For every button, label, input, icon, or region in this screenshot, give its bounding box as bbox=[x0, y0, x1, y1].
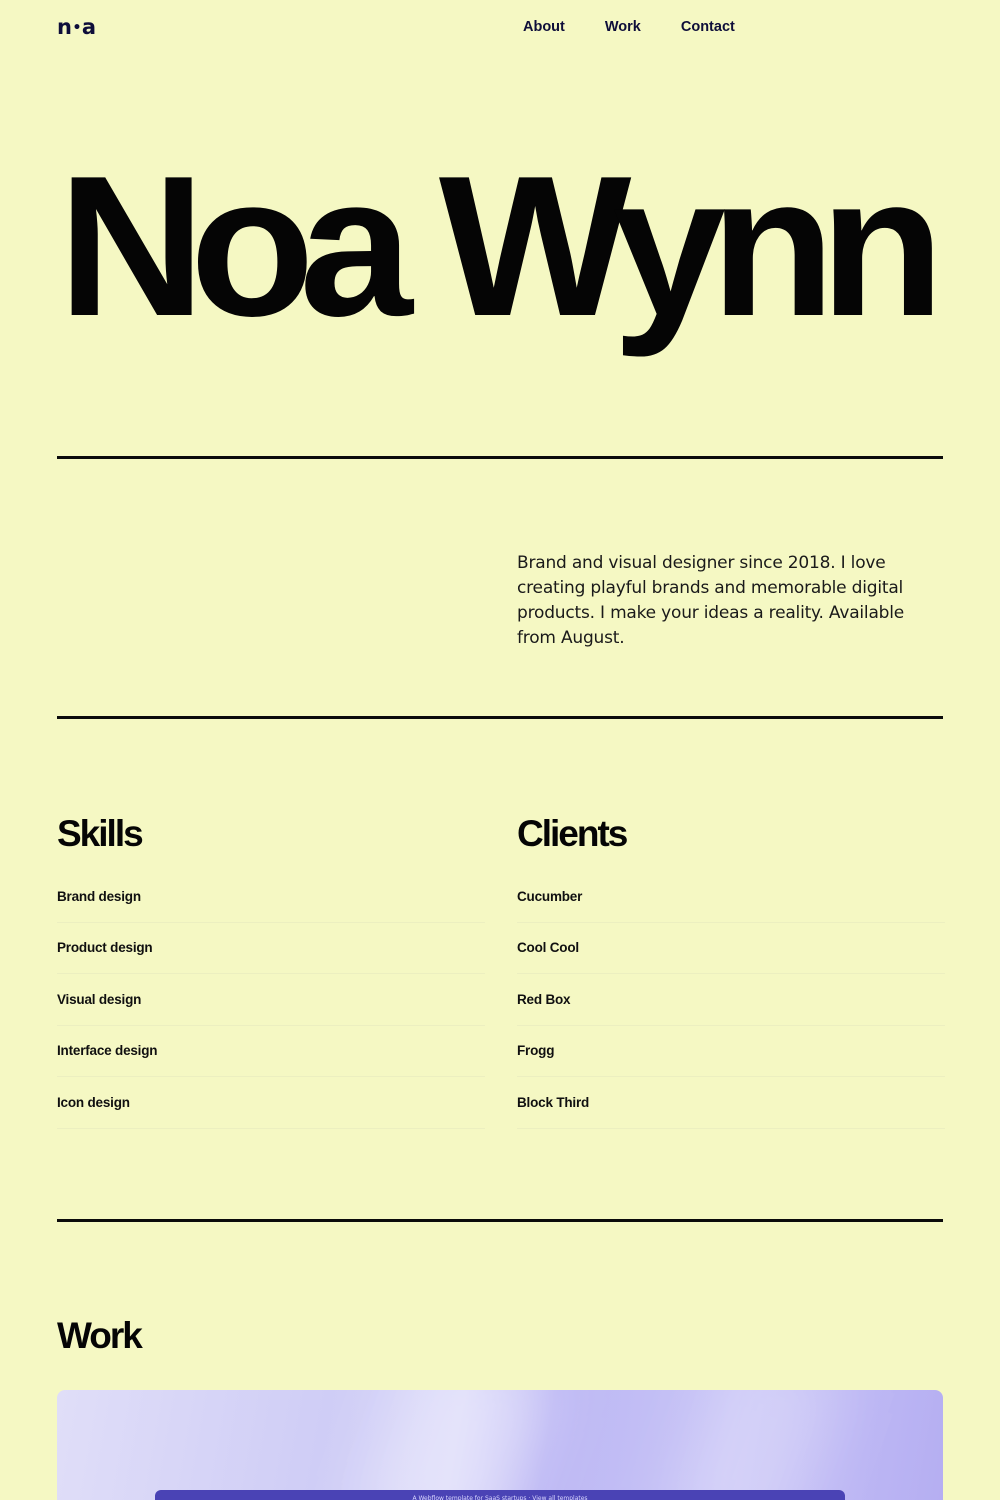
skills-list-item: Product design bbox=[57, 923, 485, 975]
skills-title: Skills bbox=[57, 813, 142, 854]
logo-letter-a: a bbox=[81, 15, 96, 39]
work-title: Work bbox=[57, 1315, 141, 1356]
site-header bbox=[57, 14, 943, 40]
nav-link-contact[interactable]: Contact bbox=[680, 19, 735, 35]
project-preview-banner-text: A Webflow template for SaaS startups · View all templates bbox=[412, 1495, 588, 1500]
skills-list-item: Brand design bbox=[57, 871, 485, 923]
hero-name: Noa Wynn bbox=[58, 135, 930, 358]
clients-list-item: Frogg bbox=[517, 1026, 945, 1078]
logo-letter-n: n bbox=[57, 15, 72, 39]
logo-dot: • bbox=[72, 20, 81, 36]
clients-list bbox=[517, 871, 945, 1129]
clients-list-item: Cucumber bbox=[517, 871, 945, 923]
divider bbox=[57, 716, 943, 719]
skills-list-item: Visual design bbox=[57, 974, 485, 1026]
skills-list-item: Icon design bbox=[57, 1077, 485, 1129]
card-highlight bbox=[357, 1390, 557, 1500]
project-preview-bar bbox=[155, 1490, 845, 1500]
skills-list bbox=[57, 871, 485, 1129]
divider bbox=[57, 456, 943, 459]
intro-text: Brand and visual designer since 2018. I love creating playful brands and memorable digital products. I make your ideas a reality. Available from August. bbox=[517, 553, 905, 648]
clients-list-item: Red Box bbox=[517, 974, 945, 1026]
nav-link-work[interactable]: Work bbox=[604, 19, 641, 35]
work-project-card[interactable] bbox=[57, 1390, 943, 1500]
divider bbox=[57, 1219, 943, 1222]
card-highlight bbox=[666, 1390, 847, 1500]
nav-link-about[interactable]: About bbox=[523, 19, 565, 35]
skills-list-item: Interface design bbox=[57, 1026, 485, 1078]
clients-title: Clients bbox=[517, 813, 627, 854]
clients-list-item: Block Third bbox=[517, 1077, 945, 1129]
logo[interactable] bbox=[57, 14, 96, 41]
clients-list-item: Cool Cool bbox=[517, 923, 945, 975]
main-nav bbox=[523, 18, 775, 36]
